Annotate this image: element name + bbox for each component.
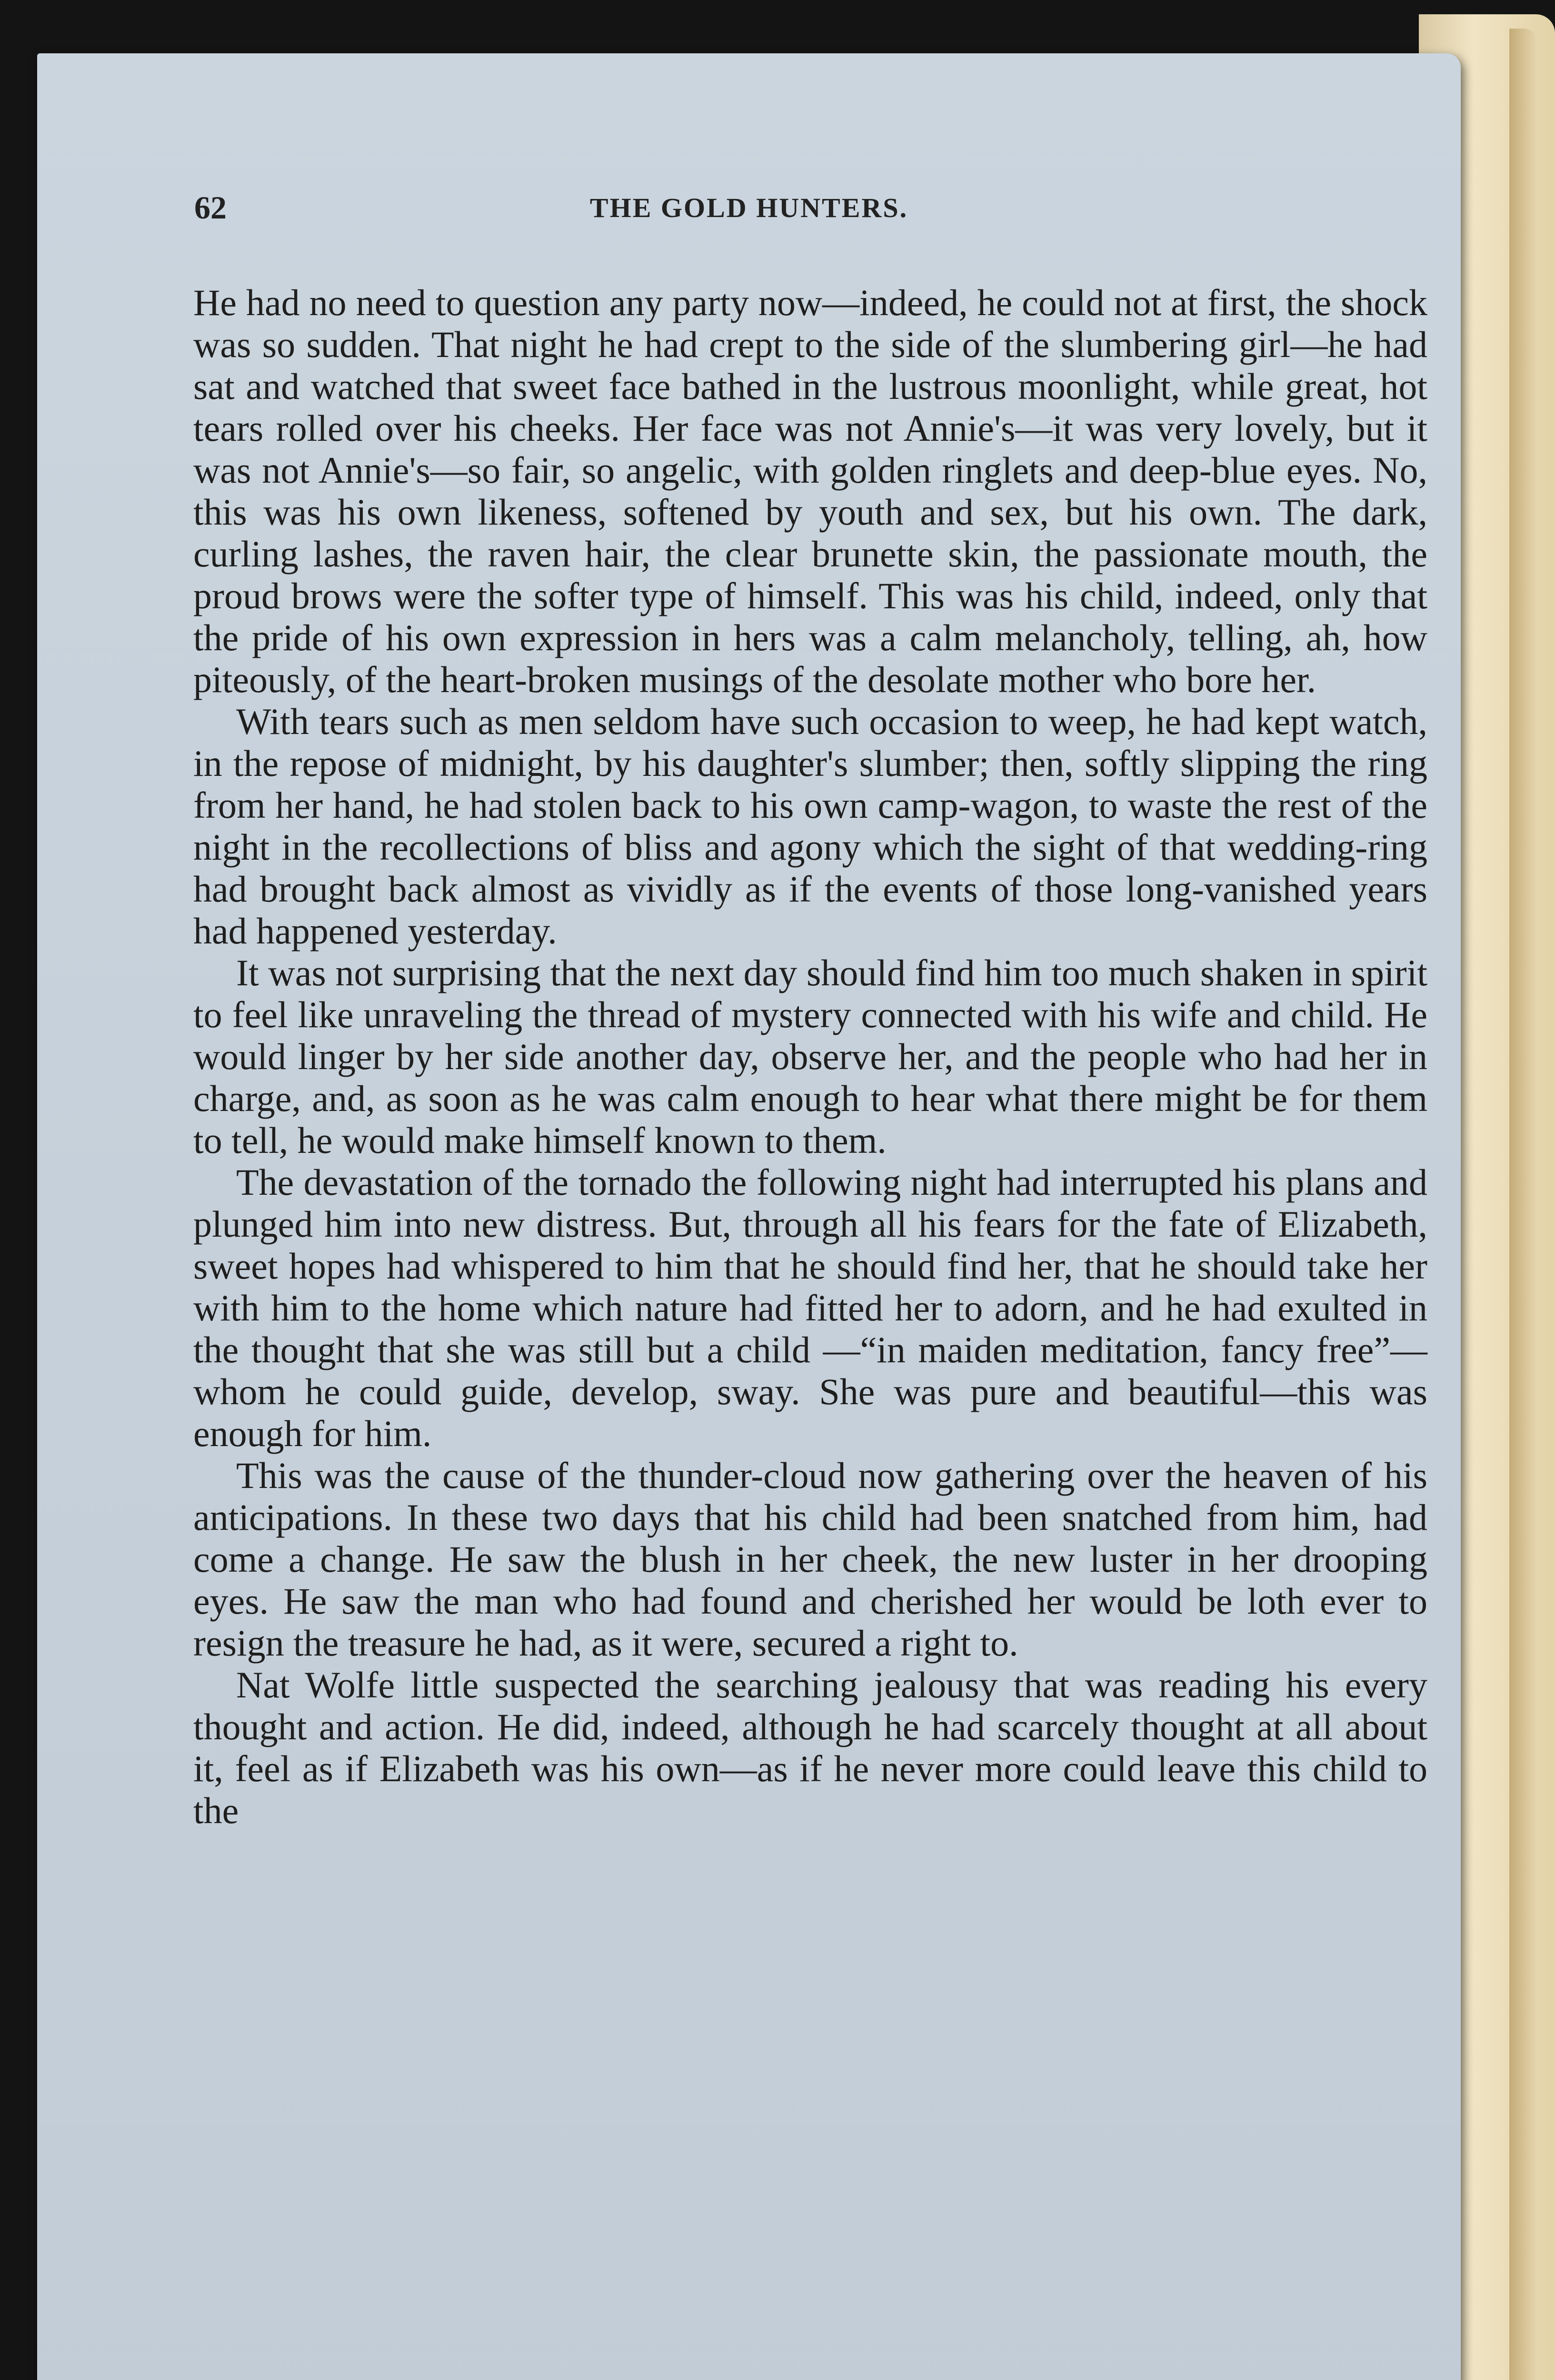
body-text — [193, 282, 1427, 2329]
paragraph-5: This was the cause of the thunder-cloud now gathering over the heaven of his anticipations. In these two days that his child had been snatched from him, had come a change. He saw the blush in her cheek, the new luster in her drooping eyes. He saw the man who had found and cherished her would be loth ever to resign the treasure he had, as it were, secured a right to. — [193, 1455, 1427, 1664]
running-title: THE GOLD HUNTERS. — [589, 192, 908, 223]
book-page — [37, 53, 1461, 2380]
paragraph-1: He had no need to question any party now—indeed, he could not at first, the shock was so sudden. That night he had crept to the side of the slumbering girl—he had sat and watched that sweet face bathed in the lustrous moonlight, while great, hot tears rolled over his cheeks. Her face was not Annie's—it was very lovely, but it was not Annie's—so fair, so angelic, with golden ringlets and deep-blue eyes. No, this was his own likeness, softened by youth and sex, but his own. The dark, curling lashes, the raven hair, the clear brunette skin, the passionate mouth, the proud brows were the softer type of himself. This was his child, indeed, only that the pride of his own expression in hers was a calm melancholy, telling, ah, how piteously, of the heart-broken musings of the desolate mother who bore her. — [193, 282, 1427, 700]
paragraph-3: It was not surprising that the next day should find him too much shaken in spirit to feel like unraveling the thread of mystery connected with his wife and child. He would linger by her side another day, observe her, and the people who had her in charge, and, as soon as he was calm enough to hear what there might be for them to tell, he would make himself known to them. — [193, 952, 1427, 1161]
page-number: 62 — [194, 189, 227, 226]
paragraph-6: Nat Wolfe little suspected the searching jealousy that was reading his every thought and action. He did, indeed, although he had scarcely thought at all about it, feel as if Elizabeth was his own—as if he never more could leave this child to the — [193, 1664, 1427, 1831]
book-spine-edge — [1509, 29, 1538, 2380]
page-header — [37, 189, 1461, 237]
paragraph-4: The devastation of the tornado the following night had interrupted his plans and plunged him into new distress. But, through all his fears for the fate of Elizabeth, sweet hopes had whispered to him that he should find her, that he should take her with him to the home which nature had fitted her to adorn, and he had exulted in the thought that she was still but a child —“in maiden meditation, fancy free”—whom he could guide, develop, sway. She was pure and beautiful—this was enough for him. — [193, 1161, 1427, 1454]
paragraph-2: With tears such as men seldom have such occasion to weep, he had kept watch, in the repose of midnight, by his daughter's slumber; then, softly slipping the ring from her hand, he had stolen back to his own camp-wagon, to waste the rest of the night in the recollections of bliss and agony which the sight of that wedding-ring had brought back almost as vividly as if the events of those long-vanished years had happened yesterday. — [193, 701, 1427, 952]
